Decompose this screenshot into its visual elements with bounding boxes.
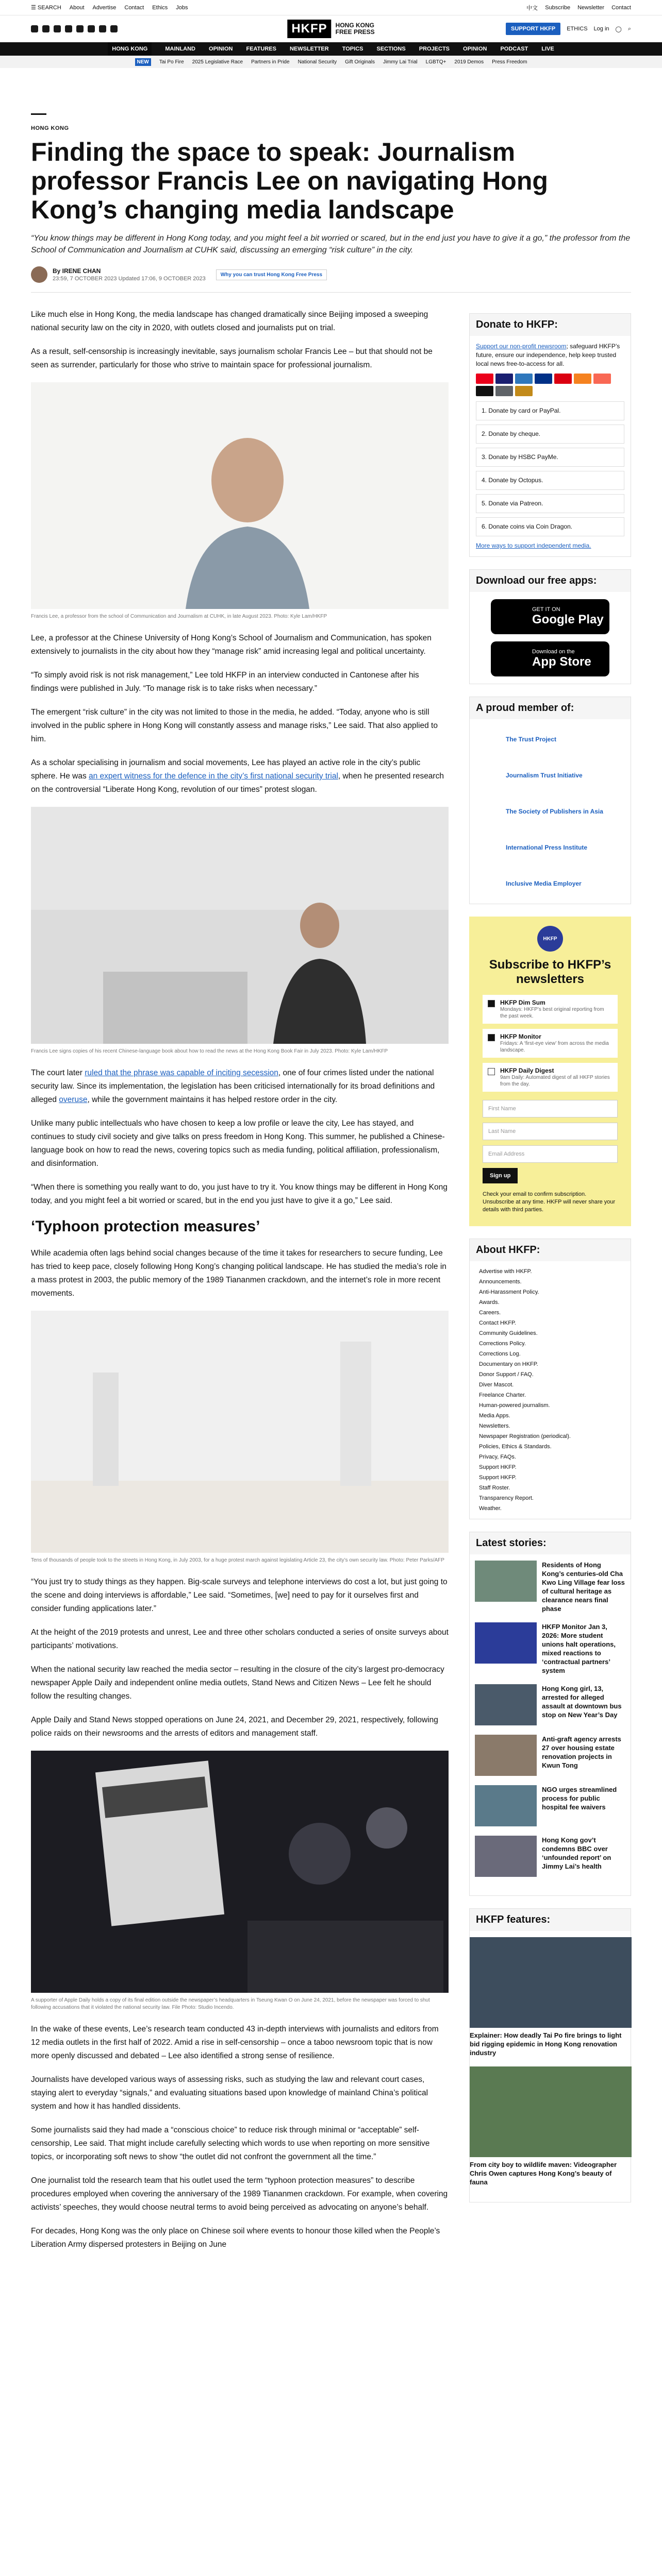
about-link[interactable]: Media Apps. [479,1413,510,1419]
paragraph: Lee, a professor at the Chinese University of Hong Kong’s School of Journalism and Communication, has spoken extensively to journalists in the city about how they “manage risk” amid increasing legal and political uncertainty. [31,634,432,656]
story-thumbnail[interactable] [475,1735,537,1776]
support-button[interactable]: SUPPORT HKFP [506,23,560,35]
about-link[interactable]: Contact HKFP. [479,1320,516,1326]
protest-image [31,1311,449,1553]
about-link[interactable]: Staff Roster. [479,1485,510,1491]
last-name-field[interactable]: Last Name [483,1123,618,1140]
social-icons [31,25,118,32]
text: , when he presented research on the controversial “Liberate Hong Kong, revolution of our times” protest slogan. [31,772,444,794]
text: , while the government maintains it has helped restore order in the city. [87,1095,338,1104]
apple-pay-icon [476,386,493,396]
about-link[interactable]: Corrections Policy. [479,1341,526,1347]
divider [31,292,631,293]
about-link[interactable]: Corrections Log. [479,1351,521,1357]
newsletter-option[interactable] [483,1029,618,1058]
latest-story[interactable] [475,1684,625,1725]
paragraph: Unlike many public intellectuals who have chosen to keep a low profile or leave the city, Lee has stayed, and continues to study civil society and give talks on press freedom in Hong Kong. This summer, he published a Chinese-language book on how to read the news, covering topics such as media funding, political affiliation, professionalism, and disinformation. [31,1119,445,1168]
checkbox-checked[interactable] [488,1034,495,1041]
story-title[interactable]: Anti-graft agency arrests 27 over housing estate renovation projects in Kwun Tong [542,1735,621,1769]
nav-features[interactable]: FEATURES [246,46,276,52]
subnav-item[interactable]: Press Freedom [492,59,527,65]
logo-text-1: HONG KONG [335,22,374,29]
latest-story[interactable] [475,1836,625,1877]
logo-text-2: FREE PRESS [335,28,375,36]
logo-mark: HKFP [287,20,331,38]
about-link[interactable]: Freelance Charter. [479,1392,526,1398]
story-thumbnail[interactable] [475,1684,537,1725]
nl-name: HKFP Monitor [500,1033,541,1040]
nav-newsletter[interactable]: NEWSLETTER [289,46,329,52]
sub-nav [0,56,662,68]
article-body [31,308,449,2262]
feature-image[interactable] [470,1937,632,2028]
protest-2003-photo [31,1311,449,1553]
book-fair-image [31,807,449,1044]
youtube-icon[interactable] [76,25,84,32]
paypal-icon [535,374,552,384]
amex-icon [515,374,533,384]
latest-title: Latest stories: [470,1532,631,1554]
nl-name: HKFP Daily Digest [500,1067,554,1074]
nl-desc: Fridays: A ‘first-eye view’ from across the media landscape. [500,1041,609,1053]
paragraph: Journalists have developed various ways of assessing risks, such as studying the law and relevant court cases, staying alert to everyday “signals,” and evaluating situations based upon knowledge of mainland China’s political system and how it has handled dissidents. [31,2075,428,2111]
about-link[interactable]: Announcements. [479,1279,522,1285]
signup-button[interactable]: Sign up [483,1168,518,1183]
coin-icon [515,386,533,396]
app-store-button[interactable] [491,641,609,676]
subnav-item[interactable]: Tai Po Fire [159,59,184,65]
email-field[interactable]: Email Address [483,1145,618,1163]
checkbox[interactable] [488,1068,495,1075]
ethics-link[interactable]: ETHICS [567,26,588,32]
publish-date: 23:59, 7 OCTOBER 2023 Updated 17:06, 9 OCTOBER 2023 [53,276,206,282]
court-ruling-link[interactable]: ruled that the phrase was capable of inciting secession [85,1069,278,1077]
apps-title: Download our free apps: [470,570,631,592]
member-trust-project[interactable]: The Trust Project [506,736,557,743]
story-title[interactable]: NGO urges streamlined process for public hospital fee waivers [542,1786,617,1811]
latest-story[interactable] [475,1622,625,1675]
visa-icon [495,374,513,384]
email-icon[interactable] [88,25,95,32]
newsletter-logo: HKFP [537,926,563,952]
subnav-item[interactable]: LGBTQ+ [425,59,446,65]
about-box [469,1239,631,1519]
apple-daily-image [31,1751,449,1993]
newsletter-option[interactable] [483,995,618,1024]
about-link[interactable]: Documentary on HKFP. [479,1361,538,1367]
caption: Francis Lee, a professor from the school of Communication and Journalism at CUHK, in late August 2023. Photo: Kyle Lam/HKFP [31,614,327,619]
nl-desc: Mondays: HKFP’s best original reporting from the past week. [500,1007,604,1019]
user-icon[interactable]: ◯ [615,26,622,32]
new-badge: NEW [135,58,151,66]
latest-story[interactable] [475,1785,625,1826]
newsletter-option[interactable] [483,1063,618,1092]
octopus-icon [574,374,591,384]
more-ways-link[interactable]: More ways to support independent media. [476,542,591,549]
search-icon[interactable]: ⌕ [627,25,631,32]
newsletter-fine-print: Check your email to confirm subscription. Unsubscribe at any time. HKFP will never share your details with third parties. [483,1191,616,1213]
payme-icon [554,374,572,384]
nav-topics[interactable]: TOPICS [342,46,363,52]
top-link-advertise[interactable]: Advertise [92,4,117,11]
nav-live[interactable]: LIVE [541,46,554,52]
donate-option[interactable]: 2. Donate by cheque. [476,425,624,444]
member-sopa[interactable]: The Society of Publishers in Asia [506,808,603,815]
paragraph: As a result, self-censorship is increasingly inevitable, says journalism scholar Francis Lee – but that should not be seen as surrender, particularly for those who strive to maintain space for professional journalism. [31,347,433,369]
donate-box [469,313,631,557]
member-title: A proud member of: [470,697,631,719]
story-title[interactable]: Residents of Hong Kong’s centuries-old Cha Kwo Ling Village fear loss of cultural heritage as clearance nears final phase [542,1561,625,1613]
paragraph [31,1066,449,1107]
linkedin-icon[interactable] [99,25,106,32]
paragraph: At the height of the 2019 protests and unrest, Lee and three other scholars conducted a series of onsite surveys about participants’ motivations. [31,1628,449,1650]
google-play-button[interactable] [491,599,609,634]
site-logo[interactable] [287,20,374,38]
feature-image[interactable] [470,2066,632,2157]
nav-projects[interactable]: PROJECTS [419,46,450,52]
latest-story[interactable] [475,1735,625,1776]
about-link[interactable]: Anti-Harassment Policy. [479,1289,539,1295]
search-label[interactable]: SEARCH [37,5,61,11]
as-big: App Store [532,655,591,669]
member-inclusive-media[interactable]: Inclusive Media Employer [506,880,582,887]
subnav-item[interactable]: 2025 Legislative Race [192,59,243,65]
paragraph: The emergent “risk culture” in the city was not limited to those in the media, he added. “Today, anyone who is still involved in the public sphere in Hong Kong will constantly assess and manage risks,” Lee said. That also applied to him. [31,708,438,743]
book-fair-photo [31,807,449,1044]
trust-link[interactable]: Why you can trust Hong Kong Free Press [216,269,327,280]
donate-title: Donate to HKFP: [470,314,631,336]
subnav-item[interactable]: Jimmy Lai Trial [383,59,418,65]
about-link[interactable]: Privacy, FAQs. [479,1454,516,1460]
story-thumbnail[interactable] [475,1836,537,1877]
top-right-chinese[interactable]: 中文 [526,5,538,11]
article-dek: “You know things may be different in Hong Kong today, and you might feel a bit worried or scared, but in the end just you have to give it a go,” the professor from the School of Communication and Journalism at CUHK said, discussing an emerging “risk culture” in the city. [31,234,631,255]
top-link-about[interactable]: About [69,4,85,11]
x-icon[interactable] [42,25,49,32]
nav-mainland[interactable]: MAINLAND [165,46,196,52]
member-ipi[interactable]: International Press Institute [506,844,588,851]
text: The court later [31,1069,85,1077]
top-right-subscribe[interactable]: Subscribe [545,4,571,11]
paragraph: “To simply avoid risk is not risk management,” Lee told HKFP in an interview conducted in Cantonese after his findings were published in July. “To manage risk is to take risks when necessary.” [31,671,419,693]
expert-witness-link[interactable]: an expert witness for the defence in the city’s first national security trial [89,772,338,781]
features-box [469,1908,631,2202]
donate-option[interactable]: 6. Donate coins via Coin Dragon. [476,517,624,536]
paragraph: Like much else in Hong Kong, the media landscape has changed dramatically since Beijing imposed a sweeping national security law on the city in 2020, with outlets closed and journalists put on trial. [31,310,428,332]
checkbox-checked[interactable] [488,1000,495,1007]
main-nav [0,42,662,56]
about-list [470,1261,631,1519]
search-link[interactable]: ☰ SEARCH [31,5,61,11]
about-link[interactable]: Transparency Report. [479,1495,534,1501]
nl-name: HKFP Dim Sum [500,999,545,1006]
newsletter-title: Subscribe to HKFP’s newsletters [489,958,611,986]
paragraph: “You just try to study things as they happen. Big-scale surveys and telephone interviews do cost a lot, but just going to the scene and doing interviews is affordable,” Lee said. “Sometimes, [we] need to pay for it ourselves first and consider funding applications later.” [31,1578,448,1613]
about-link[interactable]: Advertise with HKFP. [479,1268,532,1275]
as-small: Download on the [532,649,575,655]
nav-hong-kong[interactable]: HONG KONG [108,42,152,56]
latest-box [469,1532,631,1896]
patreon-icon [593,374,611,384]
byline [31,266,631,283]
author-name[interactable]: By IRENE CHAN [53,267,101,275]
top-bar [0,0,662,15]
subnav-item[interactable]: Partners in Pride [251,59,290,65]
google-pay-icon [495,386,513,396]
story-thumbnail[interactable] [475,1561,537,1602]
gp-big: Google Play [532,613,604,626]
top-right-newsletter[interactable]: Newsletter [577,4,605,11]
story-title[interactable]: Hong Kong gov’t condemns BBC over ‘unfounded report’ on Jimmy Lai’s health [542,1836,611,1870]
paragraph: In the wake of these events, Lee’s research team conducted 43 in-depth interviews with journalists and editors from 12 media outlets in the first half of 2022. Amid a rise in self-censorship – once a taboo newsroom topic that is now more openly discussed and debated – Lee also identified a strong sense of resilience. [31,2025,439,2060]
story-title[interactable]: HKFP Monitor Jan 3, 2026: More student unions halt operations, mixed reactions to ‘contractual partners’ system [542,1623,616,1674]
telegram-icon[interactable] [110,25,118,32]
text: , one of four crimes listed under the national security law. Since its implementation, the legislation has been criticised internationally for its broad definitions and alleged [31,1069,435,1104]
donate-link[interactable]: Support our non-profit newsroom [476,343,567,350]
about-link[interactable]: Newsletters. [479,1423,510,1429]
about-link[interactable]: Support HKFP. [479,1464,517,1470]
newsletter-box [469,917,631,1226]
article-kicker[interactable]: HONG KONG [31,125,69,131]
payment-logos [476,374,624,396]
section-heading: ‘Typhoon protection measures’ [31,1218,260,1235]
caption: Francis Lee signs copies of his recent Chinese-language book about how to read the news at the Hong Kong Book Fair in July 2023. Photo: Kyle Lam/HKFP [31,1048,388,1054]
feature-title[interactable]: From city boy to wildlife maven: Videographer Chris Owen captures Hong Kong’s beauty of fauna [470,2161,617,2186]
paragraph [31,756,449,796]
about-link[interactable]: Weather. [479,1505,502,1512]
feature-title[interactable]: Explainer: How deadly Tai Po fire brings to light bid rigging epidemic in Hong Kong renovation industry [470,2031,622,2057]
top-right-contact[interactable]: Contact [611,4,631,11]
francis-lee-photo [31,382,449,609]
story-thumbnail[interactable] [475,1622,537,1664]
features-title: HKFP features: [470,1909,631,1931]
donate-text: ; safeguard HKFP’s future, ensure our independence, help keep trusted local news free-to-access for all. [476,343,620,367]
caption: Tens of thousands of people took to the streets in Hong Kong, in July 2003, for a huge protest march against legislating Article 23, the city’s own security law. Photo: Peter Parks/AFP [31,1557,444,1563]
subnav-item[interactable]: 2019 Demos [454,59,484,65]
feature-story[interactable] [470,2066,631,2187]
member-box [469,697,631,904]
paragraph: One journalist told the research team that his outlet used the term “typhoon protection measures” to describe procedures employed when covering the anniversary of the 1989 Tiananmen crackdown. For example, when covering activists’ speeches, they would choose neutral terms to avoid being perceived as advocating on anyone’s behalf. [31,2176,448,2212]
apple-daily-photo [31,1751,449,1993]
first-name-field[interactable]: First Name [483,1100,618,1117]
about-link[interactable]: Support HKFP. [479,1475,517,1481]
nav-podcast[interactable]: PODCAST [500,46,528,52]
site-header [0,15,662,42]
paragraph: Apple Daily and Stand News stopped operations on June 24, 2021, and December 29, 2021, respectively, following police raids on their newsrooms and the arrests of editors and management staff. [31,1716,438,1738]
about-link[interactable]: Human-powered journalism. [479,1402,550,1409]
nl-desc: 9am Daily: Automated digest of all HKFP stories from the day. [500,1075,610,1087]
top-link-contact[interactable]: Contact [124,4,144,11]
author-avatar [31,266,47,283]
nav-opinion[interactable]: OPINION [209,46,233,52]
story-thumbnail[interactable] [475,1785,537,1826]
overuse-link[interactable]: overuse [59,1095,88,1104]
about-link[interactable]: Diver Mascot. [479,1382,514,1388]
story-title[interactable]: Hong Kong girl, 13, arrested for alleged assault at downtown bus stop on New Year’s Day [542,1685,622,1719]
apps-box [469,569,631,684]
instagram-icon[interactable] [54,25,61,32]
paragraph: For decades, Hong Kong was the only place on Chinese soil where events to honour those killed when the People’s Liberation Army dispersed protesters in Beijing on June [31,2227,440,2249]
nav-opinion-2[interactable]: OPINION [463,46,487,52]
about-link[interactable]: Newspaper Registration (periodical). [479,1433,571,1439]
title-rule [31,113,46,115]
subnav-item[interactable]: National Security [297,59,337,65]
sidebar [469,308,631,2262]
latest-story[interactable] [475,1561,625,1613]
about-link[interactable]: Awards. [479,1299,500,1306]
donate-option[interactable]: 3. Donate by HSBC PayMe. [476,448,624,467]
login-link[interactable]: Log in [593,26,609,32]
about-link[interactable]: Careers. [479,1310,501,1316]
subnav-item[interactable]: Gift Originals [345,59,375,65]
feature-story[interactable] [470,1937,631,2057]
nav-sections[interactable]: SECTIONS [376,46,406,52]
about-title: About HKFP: [470,1239,631,1261]
top-link-ethics[interactable]: Ethics [152,4,168,11]
text: As a scholar specialising in journalism and social movements, Lee has played an active role in the city’s public sphere. He was [31,758,421,781]
paragraph: “When there is something you really want to do, you just have to try it. You know things may be different in Hong Kong today, and you might feel a bit worried or scared, but in the end you just have to give it a go,” Lee said. [31,1183,448,1205]
caption: A supporter of Apple Daily holds a copy of its final edition outside the newspaper’s headquarters in Tseung Kwan O on June 24, 2021, before the newspaper was forced to shut following accusations that it violated the national security law. File Photo: Studio Incendo. [31,1997,430,2010]
article-wrap [31,113,631,2262]
about-link[interactable]: Community Guidelines. [479,1330,538,1336]
about-link[interactable]: Donor Support / FAQ. [479,1371,534,1378]
member-jti[interactable]: Journalism Trust Initiative [506,772,583,779]
donate-option[interactable]: 5. Donate via Patreon. [476,494,624,513]
francis-lee-image [31,382,449,609]
donate-option[interactable]: 4. Donate by Octopus. [476,471,624,490]
paragraph: When the national security law reached the media sector – resulting in the closure of the city’s largest pro-democracy newspaper Apple Daily and independent online media outlets, Stand News and Citizen News – Lee felt he should follow the resulting changes. [31,1665,444,1701]
threads-icon[interactable] [65,25,72,32]
gp-small: GET IT ON [532,606,560,613]
top-link-jobs[interactable]: Jobs [176,4,188,11]
paragraph: While academia often lags behind social changes because of the time it takes for researchers to secure funding, Lee has tried to keep pace, closely following Hong Kong’s changing political landscape. He has studied the media’s role in a mass protest in 2003, the public memory of the 1989 Tiananmen crackdown, and the internet’s role in more recent movements. [31,1249,446,1298]
article-title: Finding the space to speak: Journalism professor Francis Lee on navigating Hong Kong’s changing media landscape [31,138,548,224]
paragraph: Some journalists said they had made a “conscious choice” to reduce risk through minimal or “acceptable” self-censorship, Lee said. That might include carefully selecting which words to use when reporting on more sensitive topics, or incorporating soft news to show “the outlet did not confront the government all the time.” [31,2126,430,2161]
about-link[interactable]: Policies, Ethics & Standards. [479,1444,552,1450]
donate-option[interactable]: 1. Donate by card or PayPal. [476,401,624,420]
facebook-icon[interactable] [31,25,38,32]
mastercard-icon [476,374,493,384]
